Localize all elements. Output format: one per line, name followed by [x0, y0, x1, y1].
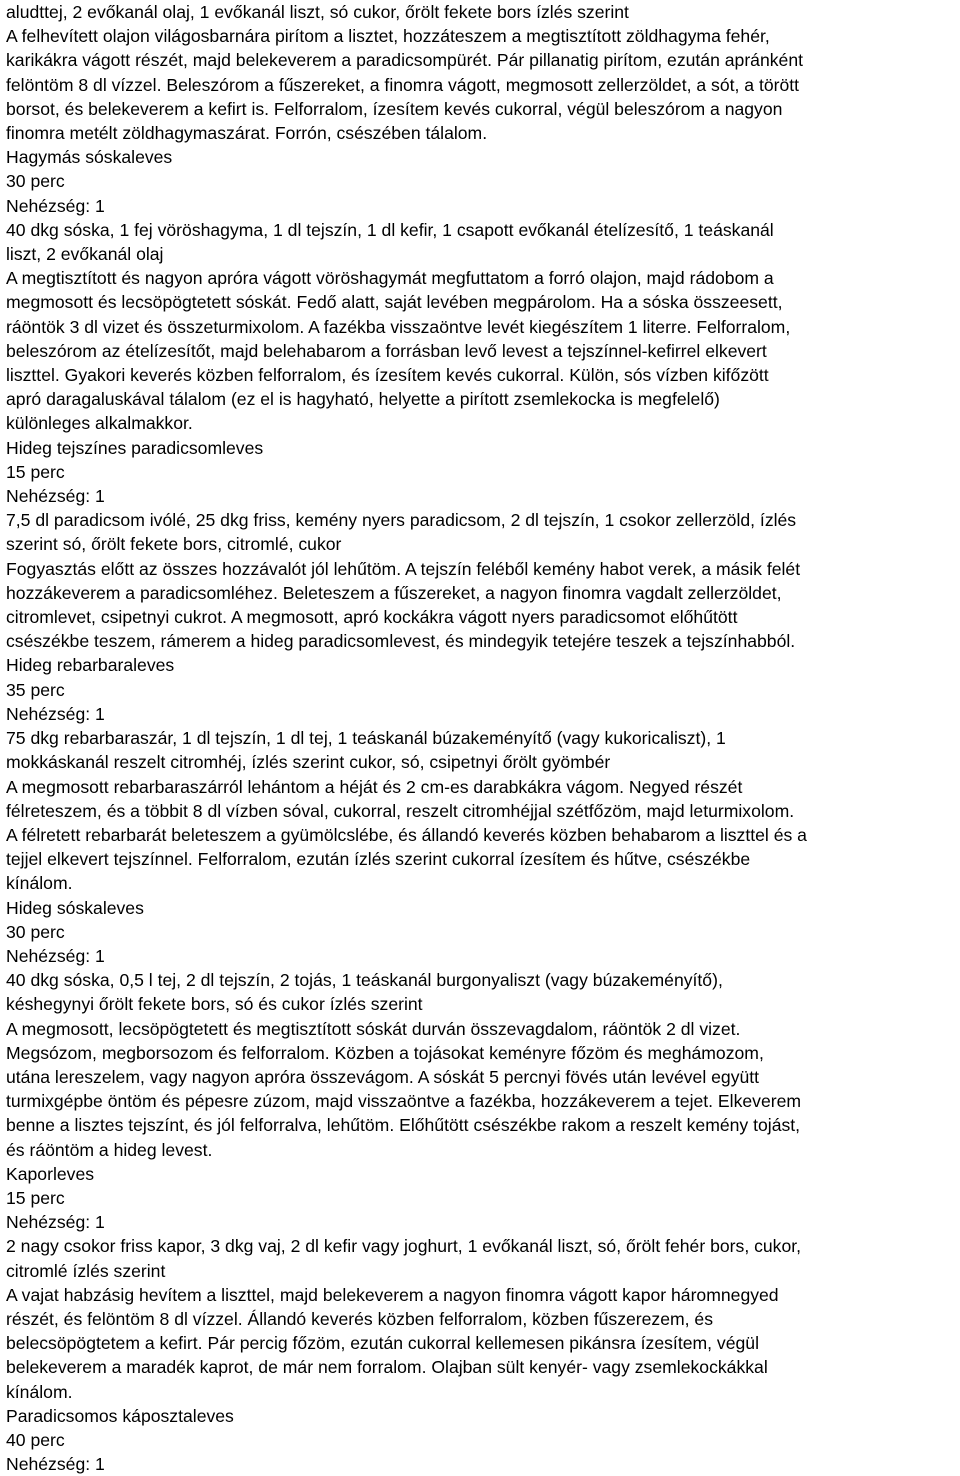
text-line: Nehézség: 1 — [6, 1454, 105, 1475]
text-line: Hagymás sóskaleves — [6, 147, 173, 168]
text-line: liszttel. Gyakori keverés közben felforralom, és ízesítem kevés cukorral. Külön, sós vízben kifőzött — [6, 365, 769, 386]
text-line: aludttej, 2 evőkanál olaj, 1 evőkanál liszt, só cukor, őrölt fekete bors ízlés szerint — [6, 2, 629, 22]
text-line: finomra metélt zöldhagymaszárat. Forrón, csészében tálalom. — [6, 123, 488, 144]
text-line: 30 perc — [6, 921, 65, 942]
text-line: késhegynyi őrölt fekete bors, só és cukor ízlés szerint — [6, 994, 423, 1015]
text-line: A félretett rebarbarát beleteszem a gyümölcslébe, és állandó keverés közben behabarom a liszttel és a — [6, 824, 807, 845]
text-line: 15 perc — [6, 461, 65, 482]
text-line: 40 dkg sóska, 1 fej vöröshagyma, 1 dl tejszín, 1 dl kefir, 1 csapott evőkanál ételízesítő, 1 teáskanál — [6, 219, 774, 240]
text-line: 7,5 dl paradicsom ivólé, 25 dkg friss, kemény nyers paradicsom, 2 dl tejszín, 1 csokor zellerzöld, ízlés — [6, 510, 797, 531]
text-line: belekeverem a maradék kaprot, de már nem forralom. Olajban sült kenyér- vagy zsemlekockákkal — [6, 1357, 768, 1378]
text-line: A megtisztított és nagyon apróra vágott vöröshagymát megfuttatom a forró olajon, majd rádobom a — [6, 268, 774, 289]
text-line: citromlé ízlés szerint — [6, 1260, 166, 1281]
text-line: felöntöm 8 dl vízzel. Beleszórom a fűszereket, a finomra vágott, megmosott zellerzöldet, a sót, a törött — [6, 74, 800, 95]
text-line: liszt, 2 evőkanál olaj — [6, 244, 164, 265]
text-line: apró daragaluskával tálalom (ez el is hagyható, helyette a pirított zsemlekocka is megfelelő) — [6, 389, 720, 410]
text-line: félreteszem, és a többit 8 dl vízben sóval, cukorral, reszelt citromhéjjal szétfőzöm, majd leturmixolom. — [6, 800, 795, 821]
text-line: citromlevet, csipetnyi cukrot. A megmosott, apró kockákra vágott nyers paradicsomot előhűtött — [6, 607, 738, 628]
text-line: A megmosott, lecsöpögtetett és megtisztított sóskát durván összevagdalom, ráöntök 2 dl vizet. — [6, 1018, 741, 1039]
text-line: Hideg rebarbaraleves — [6, 655, 175, 676]
text-line: Paradicsomos káposztaleves — [6, 1405, 234, 1426]
text-line: Nehézség: 1 — [6, 486, 105, 507]
text-line: megmosott és lecsöpögtetett sóskát. Fedő alatt, saját levében megpárolom. Ha a sóska összeesett, — [6, 292, 783, 313]
text-line: Nehézség: 1 — [6, 945, 105, 966]
text-line: 40 perc — [6, 1429, 65, 1450]
text-line: Nehézség: 1 — [6, 195, 105, 216]
text-line: szerint só, őrölt fekete bors, citromlé, cukor — [6, 534, 342, 555]
text-line: 15 perc — [6, 1187, 65, 1208]
text-line: Nehézség: 1 — [6, 703, 105, 724]
text-line: részét, és felöntöm 8 dl vízzel. Állandó keverés közben felforralom, közben fűszerezem, és — [6, 1308, 714, 1329]
text-line: 40 dkg sóska, 0,5 l tej, 2 dl tejszín, 2 tojás, 1 teáskanál burgonyaliszt (vagy búzakeményítő), — [6, 970, 723, 991]
text-line: belecsöpögtetem a kefirt. Pár percig főzöm, ezután cukorral kellemesen pikánsra ízesítem, végül — [6, 1333, 759, 1354]
text-line: turmixgépbe öntöm és pépesre zúzom, majd visszaöntve a fazékba, hozzákeverem a tejet. Elkeverem — [6, 1091, 802, 1112]
text-line: kínálom. — [6, 1381, 73, 1402]
text-line: Hideg tejszínes paradicsomleves — [6, 437, 264, 458]
text-line: 35 perc — [6, 679, 65, 700]
text-line: tejjel elkevert tejszínnel. Felforralom, ezután ízlés szerint cukorral ízesítem és hűtve, csészékbe — [6, 849, 751, 870]
text-line: 75 dkg rebarbaraszár, 1 dl tejszín, 1 dl tej, 1 teáskanál búzakeményítő (vagy kukoricaliszt), 1 — [6, 728, 726, 749]
text-line: utána lereszelem, vagy nagyon apróra összevágom. A sóskát 5 percnyi fövés után levével együtt — [6, 1066, 760, 1087]
text-line: 30 perc — [6, 171, 65, 192]
text-line: Kaporleves — [6, 1163, 95, 1184]
text-line: A vajat habzásig hevítem a liszttel, majd belekeverem a nagyon finomra vágott kapor háromnegyed — [6, 1284, 779, 1305]
text-line: mokkáskanál reszelt citromhéj, ízlés szerint cukor, só, csipetnyi őrölt gyömbér — [6, 752, 611, 773]
text-line: különleges alkalmakkor. — [6, 413, 193, 434]
text-line: 2 nagy csokor friss kapor, 3 dkg vaj, 2 dl kefir vagy joghurt, 1 evőkanál liszt, só, őrölt fehér bors, cukor, — [6, 1236, 802, 1257]
text-line: Nehézség: 1 — [6, 1212, 105, 1233]
text-line: A felhevített olajon világosbarnára pirítom a lisztet, hozzáteszem a megtisztított zöldhagyma fehér, — [6, 26, 770, 47]
text-line: beleszórom az ételízesítőt, majd belehabarom a forrásban levő levest a tejszínnel-kefirrel elkevert — [6, 340, 767, 361]
text-line: karikákra vágott részét, majd belekeverem a paradicsompürét. Pár pillanatig pirítom, ezután apránként — [6, 50, 804, 71]
text-line: Megsózom, megborsozom és felforralom. Közben a tojásokat keményre főzöm és meghámozom, — [6, 1042, 764, 1063]
text-line: A megmosott rebarbaraszárról lehántom a héját és 2 cm-es darabkákra vágom. Negyed részét — [6, 776, 743, 797]
text-line: és ráöntöm a hideg levest. — [6, 1139, 213, 1160]
text-line: hozzákeverem a paradicsomléhez. Beleteszem a fűszereket, a nagyon finomra vagdalt zellerzöldet, — [6, 582, 782, 603]
text-line: Hideg sóskaleves — [6, 897, 144, 918]
text-line: borsot, és belekeverem a kefirt is. Felforralom, ízesítem kevés cukorral, végül beleszórom a nagyon — [6, 98, 783, 119]
text-line: csészékbe teszem, rámerem a hideg paradicsomlevest, és mindegyik tetejére teszek a tejszínhabból. — [6, 631, 796, 652]
text-line: benne a lisztes tejszínt, és jól felforralva, lehűtöm. Előhűtött csészékbe rakom a reszelt kemény tojást, — [6, 1115, 801, 1136]
text-line: ráöntök 3 dl vizet és összeturmixolom. A fazékba visszaöntve levét kiegészítem 1 literre. Felforralom, — [6, 316, 791, 337]
text-line: kínálom. — [6, 873, 73, 894]
text-line: Fogyasztás előtt az összes hozzávalót jól lehűtöm. A tejszín feléből kemény habot verek, a másik felét — [6, 558, 801, 579]
document-body — [6, 0, 956, 1476]
